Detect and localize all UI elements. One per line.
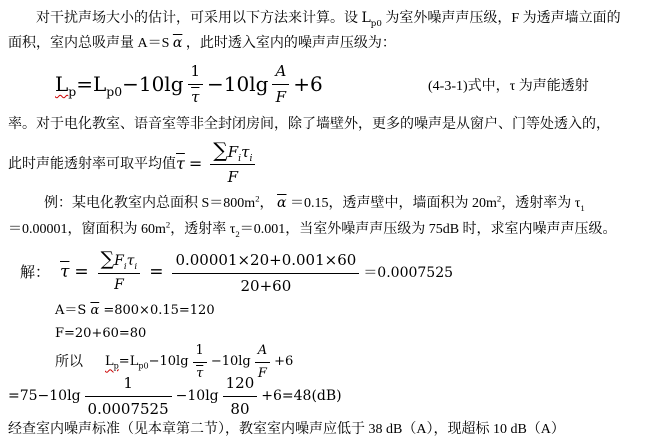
average-formula	[176, 137, 259, 189]
example-line-2	[8, 217, 643, 243]
solution-label: 解：	[20, 264, 51, 281]
calc-result: +6=48(dB)	[261, 387, 342, 404]
sigma-symbol: ∑	[100, 248, 115, 270]
fraction-denominator-tau-bar: τ	[193, 362, 207, 384]
result-value: ＝0.0007525	[363, 264, 454, 281]
tau-symbol: τ	[241, 142, 250, 161]
facade-area-line: F=20+60=80	[55, 326, 147, 341]
tau-bar-symbol: $\overline{\tau}$	[176, 154, 185, 173]
fraction-numerator: A	[257, 343, 268, 358]
fraction-denominator-tau-bar: τ	[188, 84, 204, 109]
lp0-subscript: p0	[106, 84, 123, 99]
alpha-bar-symbol: $\overline{\alpha}$	[172, 35, 183, 51]
absorption-line	[55, 301, 215, 321]
equals-sign: =	[74, 262, 89, 283]
standard-comparison-note: 经查室内噪声标准（见本章第二节），教室室内噪声应低于 38 dB（A），现超标 10 dB（A）	[8, 422, 565, 437]
tau-subscript-i: i	[249, 152, 253, 164]
fraction-denominator: 0.0007525	[85, 396, 172, 421]
fraction-numerator: 1	[195, 343, 204, 358]
example-text-3: ＝0.15，透声壁中，墙面积为 20m	[286, 196, 497, 211]
lp0-base: L	[129, 354, 139, 370]
tau-bar-symbol: $\overline{\tau}$	[60, 262, 70, 283]
final-calculation-line	[8, 376, 342, 416]
example-text-5: ＝0.00001，窗面积为 60m	[8, 222, 166, 237]
tau-symbol: τ	[126, 253, 135, 269]
rate-paragraph: 率。对于电化教室、语音室等非全封闭房间，除了墙壁外，更多的噪声是从窗户、门等处透入的，	[8, 117, 610, 132]
example-paragraph	[8, 190, 643, 243]
lp-symbol	[105, 352, 119, 372]
fraction-numerator: 120	[225, 374, 255, 392]
fraction-numerator	[98, 250, 141, 273]
lp0-symbol	[130, 352, 149, 372]
fraction-1-over-0007525	[85, 372, 172, 420]
example-text-4: ，透射率为 τ	[501, 196, 581, 211]
fraction-numerator: 1	[190, 62, 201, 80]
lp0-symbol	[361, 10, 382, 29]
lp-subscript: p	[68, 84, 77, 99]
intro-paragraph	[8, 6, 640, 56]
intro-text-3: 面积，室内总吸声量 A＝S	[8, 36, 173, 51]
fraction-denominator: F	[255, 362, 270, 384]
square-superscript: 2	[165, 219, 171, 230]
alpha-bar-symbol: $\overline{\alpha}$	[90, 303, 100, 318]
intro-text-2: 为室外噪声声压级，F 为透声墙立面的	[381, 11, 621, 26]
fraction-a-over-f	[272, 60, 289, 108]
lp-symbol	[55, 69, 76, 99]
lp-base: L	[55, 72, 69, 96]
average-lead-text: 此时声能透射率可取平均值	[8, 156, 176, 172]
fraction-120-over-80	[223, 372, 258, 420]
fraction-numerator: 0.00001×20+0.001×60	[175, 251, 357, 269]
intro-text-4: ，此时透入室内的噪声声压级为：	[182, 36, 396, 51]
intro-line-2	[8, 31, 640, 56]
absorption-text-2: =800×0.15=120	[99, 303, 215, 318]
lp0-base: L	[361, 10, 371, 26]
example-text-6: ，透射率 τ	[170, 222, 236, 237]
tau-subscript-1: 1	[580, 202, 585, 213]
equals-sign: =	[188, 154, 203, 173]
absorption-text-1: A＝S	[55, 303, 91, 318]
minus-10lg: −10lg	[175, 387, 219, 404]
sigma-symbol: ∑	[213, 137, 228, 162]
solution-formula	[60, 249, 453, 297]
alpha-bar-symbol: $\overline{\alpha}$	[277, 195, 287, 211]
f-symbol: F	[227, 142, 239, 161]
f-subscript-i: i	[238, 152, 242, 164]
solution-line	[20, 246, 453, 300]
fraction-sigma-fitaui-over-f	[98, 250, 141, 296]
equals-sign: =	[76, 72, 93, 96]
square-superscript: 2	[255, 193, 260, 204]
f-symbol: F	[114, 253, 124, 269]
tau-subscript-i: i	[134, 261, 138, 272]
lp0-base: L	[92, 72, 107, 96]
example-text-7: ＝0.001，当室外噪声声压级为 75dB 时，求室内噪声声压级。	[239, 222, 617, 237]
intro-line-1	[8, 6, 640, 31]
fraction-numeric-calc	[172, 249, 359, 297]
intro-text-1: 对干扰声场大小的估计，可采用以下方法来计算。设	[36, 11, 362, 26]
square-superscript: 2	[496, 193, 502, 204]
lp-base: L	[105, 354, 114, 370]
lp0-subscript: p0	[138, 361, 149, 371]
example-text-1: 例：某电化教室内总面积 S＝800m	[44, 196, 256, 211]
example-line-1	[8, 190, 643, 217]
f-subscript-i: i	[123, 261, 127, 272]
fraction-denominator: F	[272, 84, 289, 109]
minus-10lg-1: −10lg	[148, 354, 189, 370]
lp0-symbol	[93, 69, 122, 99]
lp-subscript: p	[113, 361, 119, 371]
fraction-numerator	[210, 137, 255, 165]
fraction-denominator: F	[98, 273, 141, 296]
fraction-1-over-tau	[188, 60, 204, 108]
suoyi-label: 所以	[55, 354, 83, 370]
example-text-2: ，	[259, 196, 278, 211]
minus-10lg-2: −10lg	[210, 354, 251, 370]
lp0-subscript: p0	[370, 18, 382, 29]
equals-sign: =	[149, 262, 164, 283]
fraction-denominator: 80	[223, 396, 258, 421]
minus-10lg-2: −10lg	[207, 72, 269, 96]
fraction-sigma-fitaui-over-f	[210, 137, 255, 189]
fraction-denominator: F	[210, 164, 255, 189]
plus-6: +6	[293, 72, 323, 96]
formula-4-3-1	[55, 58, 323, 110]
average-transmittance-line	[8, 137, 259, 188]
minus-10lg-1: −10lg	[122, 72, 184, 96]
plus-6: +6	[274, 354, 294, 370]
equals-sign: =	[118, 354, 130, 370]
fraction-denominator: 20+60	[172, 273, 359, 298]
fraction-numerator: 1	[123, 374, 133, 392]
equation-number-note: (4-3-1)式中，τ 为声能透射	[428, 79, 589, 94]
tau-subscript-2: 2	[235, 228, 240, 239]
fraction-numerator: A	[275, 62, 287, 80]
calc-prefix: =75−10lg	[8, 387, 81, 404]
